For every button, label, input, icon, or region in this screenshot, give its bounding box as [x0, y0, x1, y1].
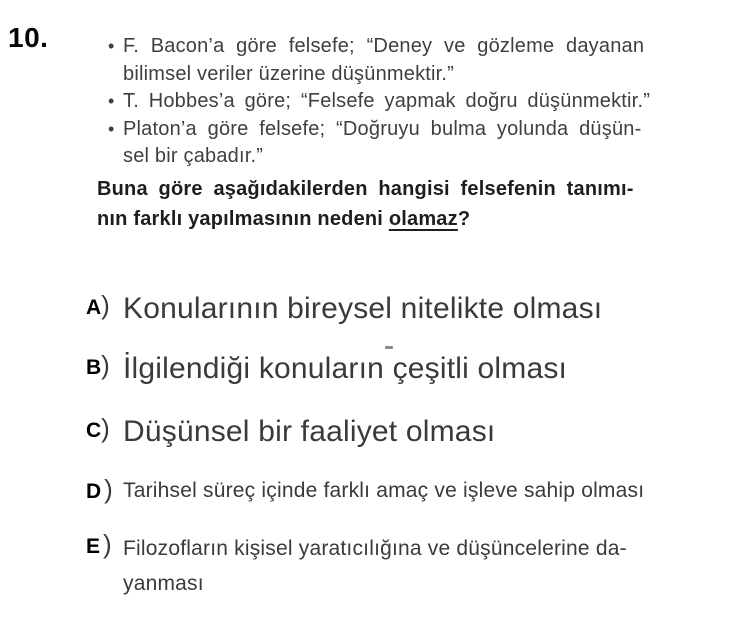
stem-line — [97, 204, 707, 234]
bullet-icon: • — [108, 36, 115, 56]
bullet-icon: • — [108, 91, 115, 111]
option-letter-text: C — [86, 419, 102, 442]
option-c — [86, 415, 495, 449]
option-letter-paren: ) — [101, 290, 110, 320]
bullet-item — [97, 116, 697, 171]
stem-text: nın farklı yapılmasının nedeni — [97, 208, 389, 230]
bullet-text-line: bilimsel veriler üzerine düşünmektir.” — [123, 62, 455, 85]
option-letter-paren: ) — [104, 474, 113, 504]
option-b-text — [123, 352, 567, 386]
bullet-text-line: T. Hobbes’a göre; “Felsefe yapmak doğru düşünmektir.” — [123, 90, 651, 112]
bullet-icon: • — [108, 118, 115, 139]
bullet-text-line: Platon’a göre felsefe; “Doğruyu bulma yolunda düşün- — [123, 117, 642, 140]
option-d — [86, 476, 644, 505]
option-d-text — [123, 476, 644, 505]
option-text-line: yanması — [123, 572, 204, 595]
option-e — [86, 531, 627, 601]
stray-scan-mark — [385, 346, 393, 349]
option-letter-paren: ) — [103, 529, 112, 559]
option-letter-text: E — [86, 535, 101, 558]
option-a — [86, 292, 602, 326]
option-b — [86, 352, 567, 386]
option-c-letter — [86, 415, 123, 442]
option-letter-paren: ) — [101, 413, 110, 443]
option-letter-paren: ) — [101, 350, 110, 380]
option-b-letter — [86, 352, 123, 379]
option-text-line: Tarihsel süreç içinde farklı amaç ve işleve sahip olması — [123, 479, 645, 502]
question-number: 10. — [8, 22, 49, 53]
option-text-line: Düşünsel bir faaliyet olması — [123, 415, 496, 448]
stem-text: ? — [457, 208, 471, 230]
stem-line: Buna göre aşağıdakilerden hangisi felsefenin tanımı- — [97, 178, 634, 200]
stem-underlined-word: olamaz — [388, 208, 458, 230]
bullet-text-line: sel bir çabadır.” — [123, 145, 264, 167]
option-text-line: İlgilendiği konuların çeşitli olması — [123, 352, 568, 385]
option-a-letter — [86, 292, 123, 319]
option-c-text — [123, 415, 495, 449]
option-e-text — [123, 531, 627, 601]
bullet-text-line: F. Bacon’a göre felsefe; “Deney ve gözleme dayanan — [123, 35, 645, 57]
option-letter-text: B — [86, 356, 102, 379]
bullet-item — [97, 33, 697, 88]
question-stem — [97, 174, 707, 234]
option-e-letter — [86, 531, 123, 558]
bullet-item — [97, 88, 697, 116]
option-letter-text: D — [86, 480, 102, 503]
option-text-line: Konularının bireysel nitelikte olması — [123, 292, 603, 325]
option-text-line: Filozofların kişisel yaratıcılığına ve düşüncelerine da- — [123, 537, 627, 560]
option-a-text — [123, 292, 602, 326]
option-d-letter — [86, 476, 123, 503]
bullet-list — [97, 33, 697, 171]
option-letter-text: A — [86, 296, 102, 319]
